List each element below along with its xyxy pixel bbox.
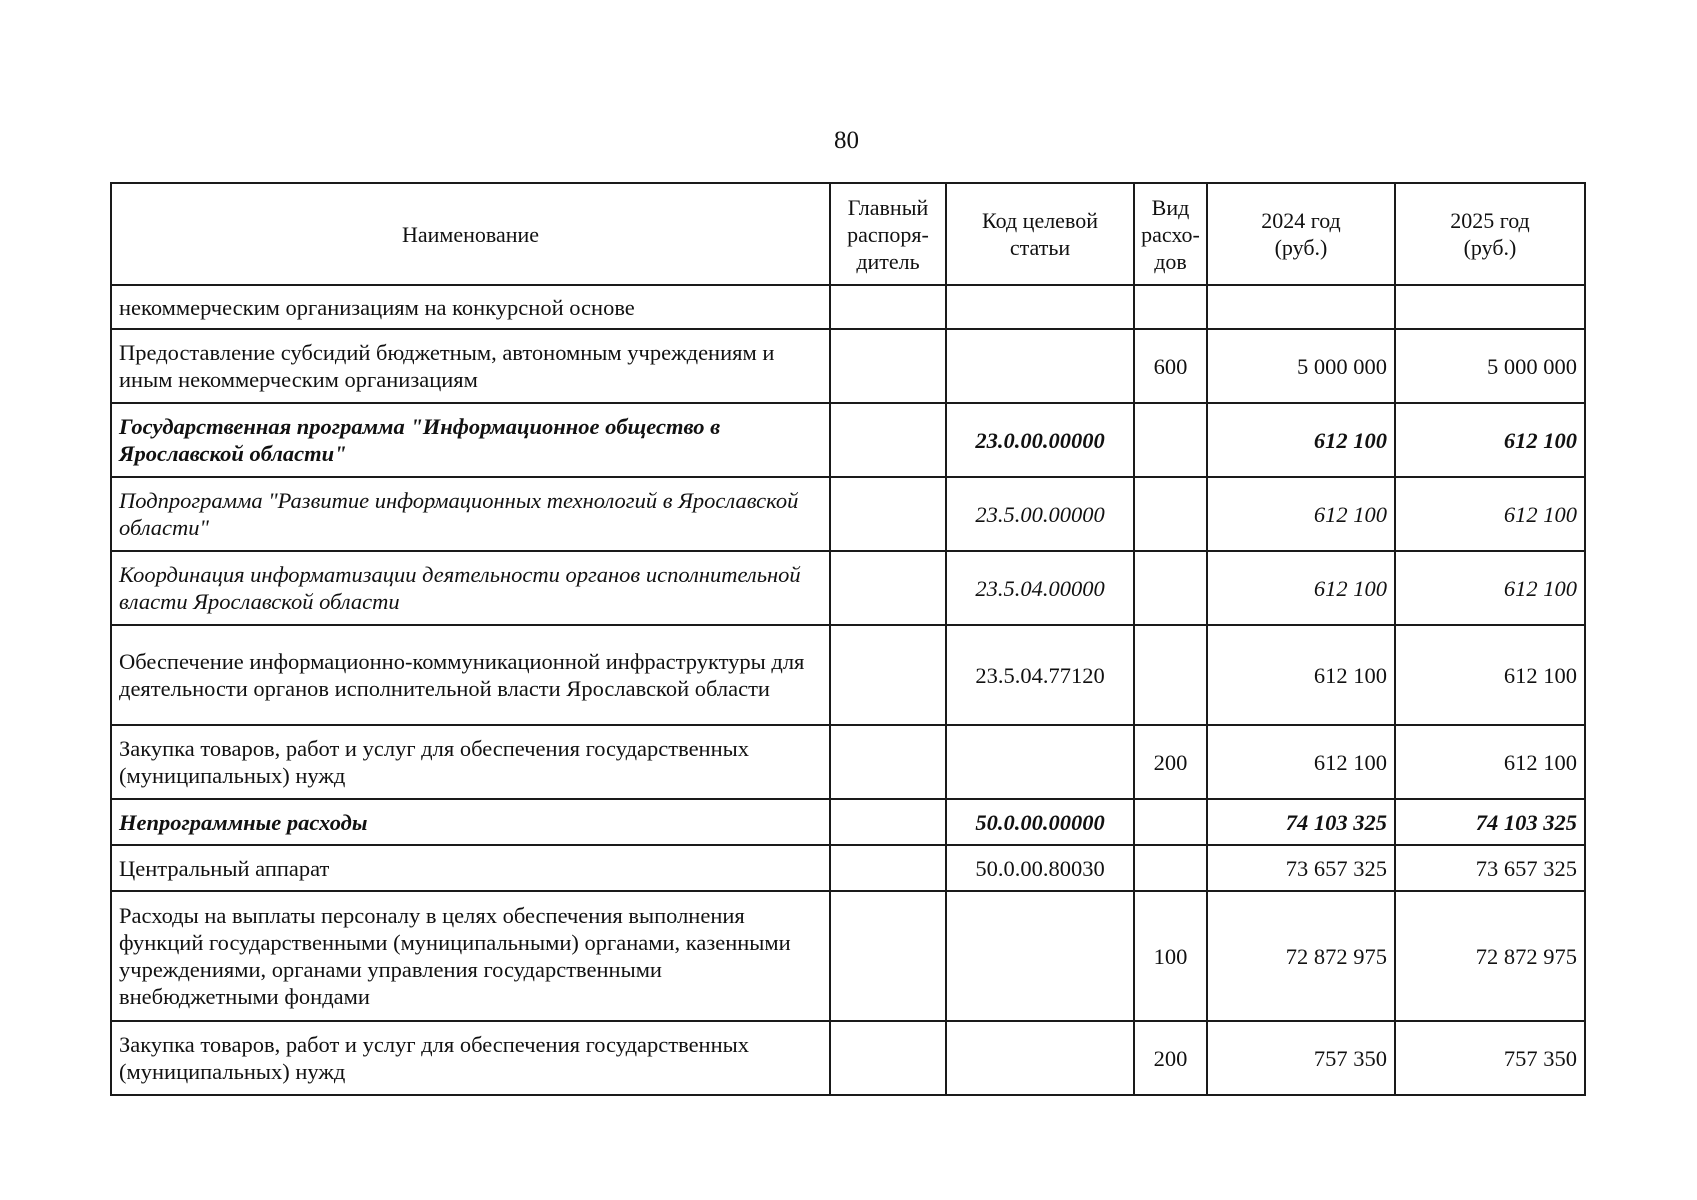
row-chief [830, 625, 946, 725]
row-2025: 74 103 325 [1395, 799, 1585, 845]
table-header-row [111, 183, 1585, 285]
row-2025: 612 100 [1395, 551, 1585, 625]
table-row [111, 477, 1585, 551]
row-2024: 74 103 325 [1207, 799, 1395, 845]
row-2024: 72 872 975 [1207, 891, 1395, 1021]
row-2025: 612 100 [1395, 725, 1585, 799]
row-chief [830, 799, 946, 845]
row-code [946, 891, 1134, 1021]
row-code: 23.0.00.00000 [946, 403, 1134, 477]
row-2025: 612 100 [1395, 403, 1585, 477]
row-2025: 757 350 [1395, 1021, 1585, 1095]
row-2025 [1395, 285, 1585, 329]
row-chief [830, 403, 946, 477]
table-row [111, 403, 1585, 477]
row-code [946, 285, 1134, 329]
row-2024: 73 657 325 [1207, 845, 1395, 891]
row-name: Государственная программа "Информационное общество в Ярославской области" [111, 403, 830, 477]
row-vid: 200 [1134, 725, 1207, 799]
row-code: 23.5.04.00000 [946, 551, 1134, 625]
table-row [111, 845, 1585, 891]
row-code [946, 725, 1134, 799]
row-name: Подпрограмма "Развитие информационных технологий в Ярославской области" [111, 477, 830, 551]
row-2024 [1207, 285, 1395, 329]
row-name: Координация информатизации деятельности органов исполнительной власти Ярославской области [111, 551, 830, 625]
row-2024: 612 100 [1207, 477, 1395, 551]
table-row [111, 625, 1585, 725]
row-vid: 100 [1134, 891, 1207, 1021]
row-name: Непрограммные расходы [111, 799, 830, 845]
row-name: Расходы на выплаты персоналу в целях обеспечения выполнения функций государственными (муниципальными) органами, казенными учреждениями, органами управления государственными внебюджетными фондами [111, 891, 830, 1021]
row-code: 23.5.00.00000 [946, 477, 1134, 551]
row-chief [830, 329, 946, 403]
row-2025: 612 100 [1395, 477, 1585, 551]
row-vid [1134, 285, 1207, 329]
row-2024: 757 350 [1207, 1021, 1395, 1095]
row-vid [1134, 551, 1207, 625]
header-name: Наименование [111, 183, 830, 285]
row-code: 50.0.00.00000 [946, 799, 1134, 845]
table-row [111, 1021, 1585, 1095]
row-2024: 612 100 [1207, 403, 1395, 477]
row-2025: 5 000 000 [1395, 329, 1585, 403]
row-name: Центральный аппарат [111, 845, 830, 891]
row-name: Обеспечение информационно-коммуникационной инфраструктуры для деятельности органов исполнительной власти Ярославской области [111, 625, 830, 725]
row-vid: 600 [1134, 329, 1207, 403]
row-code [946, 1021, 1134, 1095]
row-vid [1134, 477, 1207, 551]
row-code: 50.0.00.80030 [946, 845, 1134, 891]
row-vid [1134, 625, 1207, 725]
row-vid [1134, 403, 1207, 477]
row-2024: 5 000 000 [1207, 329, 1395, 403]
row-chief [830, 477, 946, 551]
header-target-code: Код целевой статьи [946, 183, 1134, 285]
row-code [946, 329, 1134, 403]
header-expense-type: Вид расхо- дов [1134, 183, 1207, 285]
row-code: 23.5.04.77120 [946, 625, 1134, 725]
row-2025: 612 100 [1395, 625, 1585, 725]
header-2025: 2025 год (руб.) [1395, 183, 1585, 285]
row-chief [830, 891, 946, 1021]
row-name: некоммерческим организациям на конкурсной основе [111, 285, 830, 329]
row-chief [830, 551, 946, 625]
table-row [111, 329, 1585, 403]
row-chief [830, 725, 946, 799]
table-row [111, 891, 1585, 1021]
row-vid [1134, 845, 1207, 891]
table-row [111, 551, 1585, 625]
row-chief [830, 1021, 946, 1095]
row-name: Закупка товаров, работ и услуг для обеспечения государственных (муниципальных) нужд [111, 725, 830, 799]
row-2024: 612 100 [1207, 551, 1395, 625]
row-2025: 72 872 975 [1395, 891, 1585, 1021]
header-2024: 2024 год (руб.) [1207, 183, 1395, 285]
page-number: 80 [834, 127, 859, 154]
budget-table [110, 182, 1586, 1096]
row-chief [830, 845, 946, 891]
table-row [111, 285, 1585, 329]
row-2025: 73 657 325 [1395, 845, 1585, 891]
table-row [111, 725, 1585, 799]
header-chief-manager: Главный распоря- дитель [830, 183, 946, 285]
row-vid [1134, 799, 1207, 845]
row-chief [830, 285, 946, 329]
row-2024: 612 100 [1207, 625, 1395, 725]
row-name: Закупка товаров, работ и услуг для обеспечения государственных (муниципальных) нужд [111, 1021, 830, 1095]
table-row [111, 799, 1585, 845]
row-vid: 200 [1134, 1021, 1207, 1095]
row-name: Предоставление субсидий бюджетным, автономным учреждениям и иным некоммерческим организациям [111, 329, 830, 403]
row-2024: 612 100 [1207, 725, 1395, 799]
